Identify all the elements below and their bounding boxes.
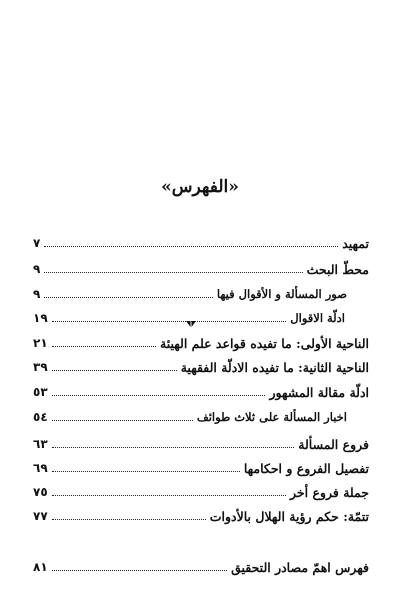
- toc-entry: [33, 434, 369, 454]
- leader-dots: [52, 570, 227, 571]
- leader-dots: [52, 395, 266, 396]
- leader-dots: [44, 297, 213, 298]
- toc-entry: [33, 407, 369, 427]
- toc-entry-label: تتمّة: حكم رؤية الهلال بالأدوات: [209, 508, 369, 524]
- toc-entry-label: تمهيد: [342, 235, 369, 251]
- toc-page-number: ٨١: [33, 560, 48, 574]
- toc-entry: [33, 382, 369, 402]
- toc-entry-label: صور المسألة و الأقوال فيها: [216, 287, 347, 301]
- leader-dots: [52, 420, 193, 421]
- toc-entry-label: الناحية الأولى: ما تفيده قواعد علم الهيئة: [160, 335, 369, 351]
- toc-entry: [33, 506, 369, 526]
- leader-dots: [52, 321, 287, 322]
- toc-page-number: ١٩: [33, 311, 48, 325]
- toc-entry: [33, 333, 369, 353]
- toc-entry: [33, 259, 369, 279]
- toc-entry: [33, 458, 369, 478]
- toc-entry-label: محطّ البحث: [306, 261, 369, 277]
- toc-entry-label: جملة فروع أخر: [290, 484, 369, 500]
- leader-dots: [44, 272, 302, 273]
- toc-page-number: ٧: [33, 236, 41, 250]
- toc-page-number: ٣٩: [33, 360, 48, 374]
- toc-entry-label: ادلّة مقالة المشهور: [269, 384, 369, 400]
- toc-page-number: ٦٩: [33, 461, 48, 475]
- leader-dots: [44, 246, 338, 247]
- toc-page-number: ٦٣: [33, 437, 48, 451]
- toc-page-number: ٥٤: [33, 410, 48, 424]
- toc-entry: [33, 284, 369, 304]
- toc-page-number: ٢١: [33, 336, 48, 350]
- leader-dots: [52, 495, 286, 496]
- toc-entry: [33, 482, 369, 502]
- ornament-mark: [186, 320, 196, 328]
- toc-page-number: ٧٥: [33, 485, 48, 499]
- toc-entry-label: الناحية الثانية: ما تفيده الادلّة الفقهية: [180, 359, 369, 375]
- toc-page-number: ٧٧: [33, 509, 48, 523]
- toc-entry-label: فهرس اهمّ مصادر التحقيق: [231, 559, 369, 575]
- leader-dots: [52, 346, 156, 347]
- toc-entry: [33, 557, 369, 577]
- leader-dots: [52, 471, 240, 472]
- leader-dots: [52, 370, 177, 371]
- toc-entry-label: فروع المسألة: [298, 436, 369, 452]
- toc-entry-label: تفصيل الفروع و احكامها: [243, 460, 369, 476]
- toc-page-number: ٩: [33, 262, 41, 276]
- leader-dots: [52, 447, 295, 448]
- toc-entry: [33, 233, 369, 253]
- leader-dots: [52, 519, 206, 520]
- toc-entry: [33, 357, 369, 377]
- toc-entry-label: اخبار المسألة على ثلاث طوائف: [196, 410, 347, 424]
- toc-page-number: ٩: [33, 287, 41, 301]
- toc-page-number: ٥٣: [33, 385, 48, 399]
- index-title: «الفهرس»: [161, 177, 239, 197]
- toc-entry: [33, 308, 369, 328]
- toc-entry-label: ادلّة الاقوال: [290, 311, 345, 325]
